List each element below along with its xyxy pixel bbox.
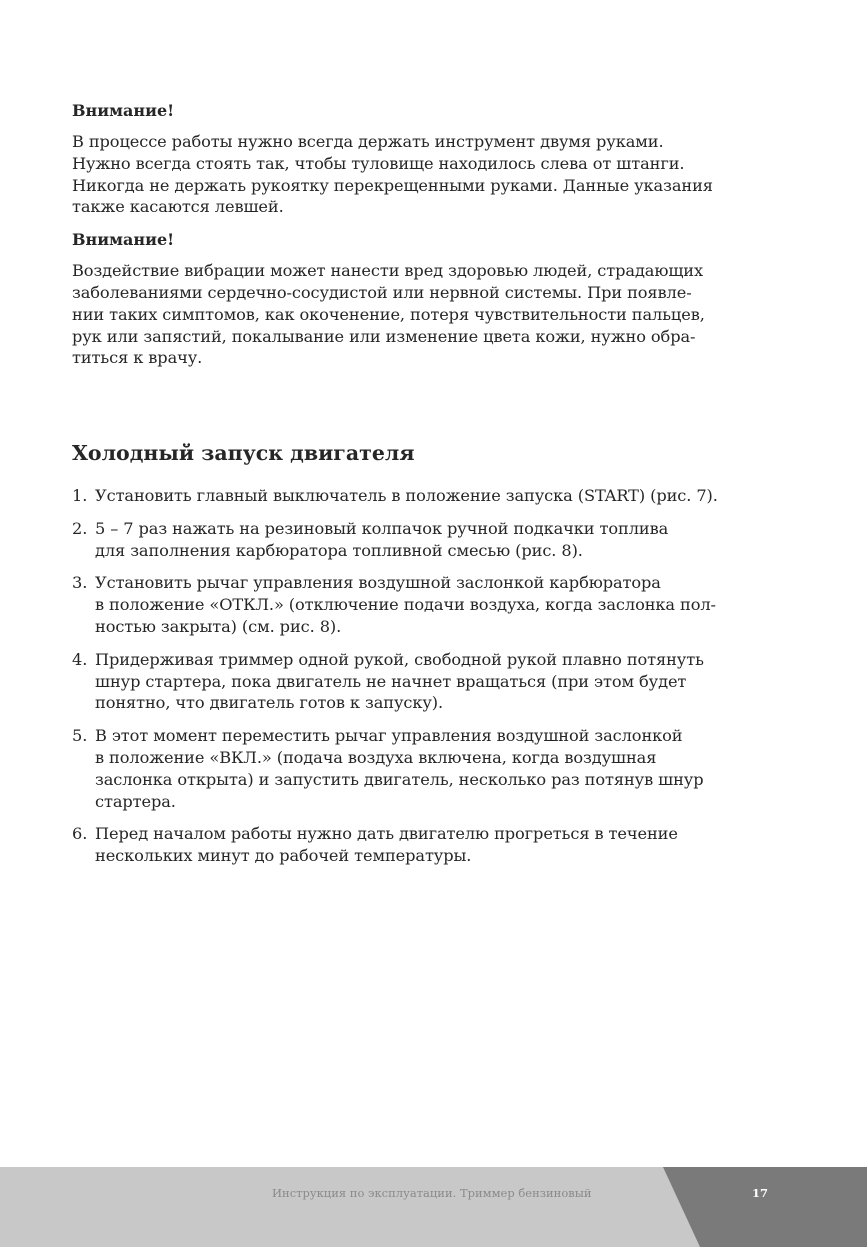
text-line: Придерживая триммер одной рукой, свободной рукой плавно потянуть	[95, 649, 704, 669]
text-line: заслонка открыта) и запустить двигатель, несколько раз потянув шнур	[95, 769, 704, 789]
step-item	[72, 725, 792, 812]
step-number: 4.	[72, 649, 88, 669]
text-line: шнур стартера, пока двигатель не начнет вращаться (при этом будет	[95, 671, 687, 691]
step-item	[72, 518, 792, 562]
step-number: 6.	[72, 824, 88, 844]
section-title: Холодный запуск двигателя	[72, 441, 415, 465]
text-line: также касаются левшей.	[72, 197, 284, 217]
text-line: нескольких минут до рабочей температуры.	[95, 846, 472, 866]
text-line: Установить рычаг управления воздушной заслонкой карбюратора	[95, 573, 661, 593]
footer-caption: Инструкция по эксплуатации. Триммер бензиновый	[272, 1186, 592, 1200]
step-number: 2.	[72, 518, 88, 538]
step-text	[95, 485, 718, 507]
text-line: титься к врачу.	[72, 348, 203, 368]
page-number: 17	[752, 1186, 769, 1200]
text-line: нии таких симптомов, как окоченение, потеря чувствительности пальцев,	[72, 304, 705, 324]
warning-text	[72, 131, 792, 218]
text-line: в положение «ВКЛ.» (подача воздуха включена, когда воздушная	[95, 747, 657, 767]
cold-start-steps	[72, 485, 792, 878]
step-item	[72, 572, 792, 637]
text-line: В этот момент переместить рычаг управления воздушной заслонкой	[95, 726, 683, 746]
step-item	[72, 823, 792, 867]
step-text	[95, 649, 704, 714]
text-line: заболеваниями сердечно-сосудистой или нервной системы. При появле-	[72, 282, 692, 302]
text-line: понятно, что двигатель готов к запуску).	[95, 693, 444, 713]
step-text	[95, 823, 678, 867]
text-line: Нужно всегда стоять так, чтобы туловище находилось слева от штанги.	[72, 153, 685, 173]
text-line: в положение «ОТКЛ.» (отключение подачи воздуха, когда заслонка пол-	[95, 595, 716, 615]
step-item	[72, 485, 792, 507]
text-line: для заполнения карбюратора топливной смесью (рис. 8).	[95, 540, 583, 560]
text-line: Воздействие вибрации может нанести вред здоровью людей, страдающих	[72, 261, 704, 281]
warning-text	[72, 260, 792, 369]
text-line: стартера.	[95, 791, 176, 811]
text-line: Никогда не держать рукоятку перекрещенными руками. Данные указания	[72, 175, 713, 195]
warning-1	[72, 100, 792, 218]
text-line: В процессе работы нужно всегда держать инструмент двумя руками.	[72, 132, 664, 151]
step-text	[95, 572, 716, 637]
warnings-block	[72, 100, 792, 380]
text-line: Установить главный выключатель в положение запуска (START) (рис. 7).	[95, 486, 718, 505]
warning-2	[72, 229, 792, 369]
step-number: 5.	[72, 726, 88, 746]
warning-title: Внимание!	[72, 230, 175, 250]
text-line: ностью закрыта) (см. рис. 8).	[95, 616, 342, 636]
step-text	[95, 518, 668, 562]
step-number: 3.	[72, 573, 88, 593]
step-item	[72, 649, 792, 714]
page-footer	[0, 1167, 867, 1247]
warning-title: Внимание!	[72, 101, 175, 120]
text-line: Перед началом работы нужно дать двигателю прогреться в течение	[95, 824, 678, 844]
footer-band	[0, 1167, 867, 1247]
text-line: рук или запястий, покалывание или изменение цвета кожи, нужно обра-	[72, 326, 696, 346]
step-text	[95, 725, 703, 812]
step-number: 1.	[72, 486, 88, 505]
text-line: 5 – 7 раз нажать на резиновый колпачок ручной подкачки топлива	[95, 518, 669, 538]
